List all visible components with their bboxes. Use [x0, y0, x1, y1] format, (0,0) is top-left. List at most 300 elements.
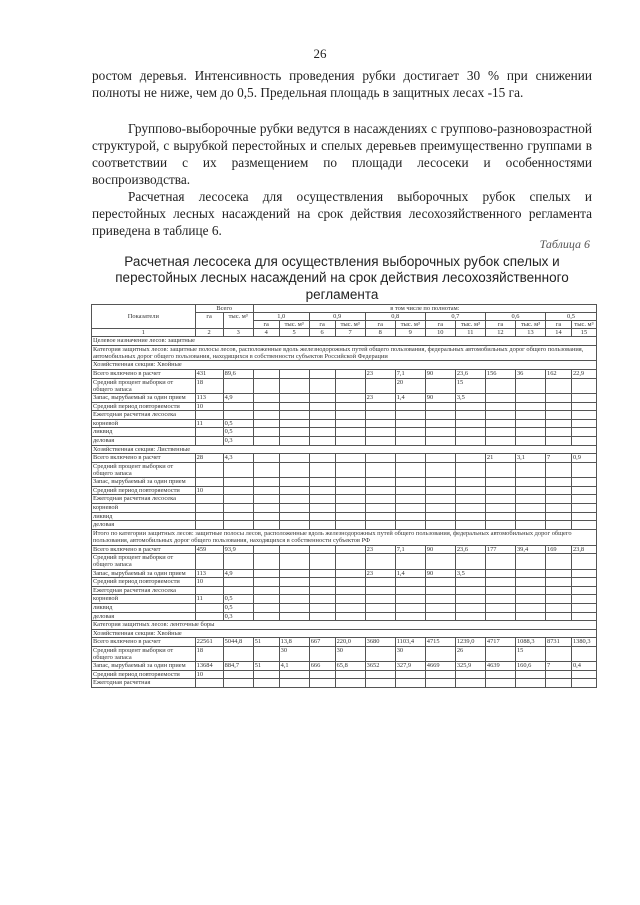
table-cell: [515, 586, 545, 595]
table-cell: [279, 603, 309, 612]
table-cell: 0,3: [223, 436, 253, 445]
table-cell: [279, 436, 309, 445]
table-cell: [309, 436, 335, 445]
table-cell: 431: [195, 370, 223, 379]
table-cell: 10: [195, 486, 223, 495]
row-label: деловая: [92, 436, 196, 445]
table-cell: [335, 612, 365, 621]
table-cell: [425, 478, 455, 487]
table-cell: [365, 462, 395, 477]
table-cell: [395, 603, 425, 612]
table-cell: 90: [425, 394, 455, 403]
table-cell: 28: [195, 454, 223, 463]
table-cell: [546, 378, 572, 393]
table-cell: [223, 503, 253, 512]
table-cell: [425, 486, 455, 495]
section-header: Целевое назначение лесов: защитные: [92, 337, 597, 346]
table-cell: [365, 603, 395, 612]
table-cell: 11: [195, 419, 223, 428]
table-cell: [253, 512, 279, 521]
table-cell: 30: [279, 646, 309, 661]
row-label: Средний процент выборки от общего запаса: [92, 462, 196, 477]
table-cell: [223, 578, 253, 587]
table-cell: [365, 521, 395, 530]
table-cell: [455, 670, 485, 679]
table-cell: [395, 670, 425, 679]
paragraph-1: ростом деревья. Интенсивность проведения рубки достигает 30 % при снижении полноты не ниже, чем до 0,5. Предельная площадь в защитных лесах -15 га.: [92, 68, 592, 100]
table-row: [92, 428, 597, 437]
table-row: [92, 436, 597, 445]
section-header: Категория защитных лесов: защитные полосы лесов, расположенные вдоль железнодорожных путей общего пользования, федеральных автомобильных дорог общего пользования, автомобильных дорог общего пользования, находящихся в собственности субъектов Российской Федерации: [92, 345, 597, 361]
table-cell: [309, 428, 335, 437]
table-cell: [485, 578, 515, 587]
section-header: Хозяйственная секция: Хвойные: [92, 629, 597, 638]
table-cell: [335, 495, 365, 504]
table-cell: [309, 378, 335, 393]
table-cell: 90: [425, 370, 455, 379]
table-cell: 90: [425, 545, 455, 554]
table-cell: [571, 419, 596, 428]
table-cell: 1103,4: [395, 638, 425, 647]
header-total-m3: тыс. м³: [223, 313, 253, 329]
column-number: 10: [425, 329, 455, 337]
table-cell: [515, 462, 545, 477]
table-cell: [195, 462, 223, 477]
table-cell: [515, 394, 545, 403]
table-cell: [335, 411, 365, 420]
table-cell: [546, 578, 572, 587]
table-cell: [223, 486, 253, 495]
table-cell: [335, 402, 365, 411]
table-cell: [253, 436, 279, 445]
table-cell: [253, 478, 279, 487]
page-number: 26: [313, 46, 327, 61]
table-cell: 177: [485, 545, 515, 554]
table-cell: [395, 411, 425, 420]
table-cell: 220,0: [335, 638, 365, 647]
table-cell: [195, 428, 223, 437]
table-cell: [279, 569, 309, 578]
table-cell: [515, 411, 545, 420]
table-cell: 13,8: [279, 638, 309, 647]
table-cell: [395, 495, 425, 504]
table-cell: [335, 586, 365, 595]
table-cell: [223, 554, 253, 569]
table-cell: [395, 521, 425, 530]
table-cell: [571, 503, 596, 512]
table-cell: [455, 595, 485, 604]
section-header: Хозяйственная секция: Лиственные: [92, 445, 597, 454]
table-cell: 15: [515, 646, 545, 661]
table-cell: [365, 378, 395, 393]
table-cell: [455, 503, 485, 512]
table-cell: [309, 569, 335, 578]
table-cell: [253, 411, 279, 420]
table-cell: [455, 512, 485, 521]
table-cell: [515, 595, 545, 604]
table-cell: 10: [195, 578, 223, 587]
table-cell: [515, 402, 545, 411]
table-cell: [395, 595, 425, 604]
table-cell: [515, 428, 545, 437]
table-cell: [279, 521, 309, 530]
table-cell: 30: [335, 646, 365, 661]
table-cell: [485, 603, 515, 612]
table-cell: [253, 545, 279, 554]
table-cell: [309, 419, 335, 428]
table-cell: [571, 603, 596, 612]
table-cell: 10: [195, 402, 223, 411]
table-cell: [223, 495, 253, 504]
table-cell: [195, 586, 223, 595]
table-row: [92, 337, 597, 346]
table-cell: [425, 595, 455, 604]
table-cell: [335, 394, 365, 403]
header-unit-m3: тыс. м³: [279, 321, 309, 329]
table-row: [92, 394, 597, 403]
table-cell: [309, 595, 335, 604]
row-label: Средний процент выборки от общего запаса: [92, 554, 196, 569]
table-cell: [485, 503, 515, 512]
table-cell: [571, 486, 596, 495]
table-cell: [546, 569, 572, 578]
row-label: Всего включено в расчет: [92, 638, 196, 647]
table-cell: [395, 454, 425, 463]
row-label: корневой: [92, 503, 196, 512]
table-cell: [455, 612, 485, 621]
table-cell: [515, 554, 545, 569]
column-number: 1: [92, 329, 196, 337]
header-unit-m3: тыс. м³: [515, 321, 545, 329]
column-number: 12: [485, 329, 515, 337]
table-cell: [515, 419, 545, 428]
table-cell: [485, 411, 515, 420]
table-cell: [223, 646, 253, 661]
table-cell: 169: [546, 545, 572, 554]
table-cell: 7: [546, 454, 572, 463]
table-cell: 30: [395, 646, 425, 661]
table-cell: [395, 478, 425, 487]
table-cell: [571, 646, 596, 661]
row-label: Средний период повторяемости: [92, 486, 196, 495]
table-cell: [425, 603, 455, 612]
table-cell: [253, 402, 279, 411]
table-cell: [455, 402, 485, 411]
table-cell: [571, 495, 596, 504]
row-label: Ежегодная расчетная лесосека: [92, 411, 196, 420]
table-cell: [309, 462, 335, 477]
table-cell: 22,9: [571, 370, 596, 379]
table-cell: 5044,8: [223, 638, 253, 647]
table-cell: [195, 503, 223, 512]
table-cell: [335, 578, 365, 587]
table-cell: [485, 521, 515, 530]
column-number: 6: [309, 329, 335, 337]
table-cell: [485, 402, 515, 411]
row-label: ликвид: [92, 428, 196, 437]
table-cell: 21: [485, 454, 515, 463]
table-cell: [395, 586, 425, 595]
table-cell: [515, 378, 545, 393]
table-cell: 22561: [195, 638, 223, 647]
table-row: [92, 345, 597, 361]
table-cell: [571, 411, 596, 420]
table-row: [92, 545, 597, 554]
table-cell: 65,8: [335, 662, 365, 671]
table-cell: [571, 436, 596, 445]
table-cell: [309, 503, 335, 512]
table-cell: 0,5: [223, 419, 253, 428]
table-cell: [395, 436, 425, 445]
table-row: [92, 402, 597, 411]
table-cell: 4,9: [223, 394, 253, 403]
table-cell: [485, 478, 515, 487]
table-cell: [425, 454, 455, 463]
table-cell: [485, 569, 515, 578]
table-cell: [571, 512, 596, 521]
table-cell: [309, 646, 335, 661]
table-cell: [223, 521, 253, 530]
section-header: Итого по категории защитных лесов: защитные полосы лесов, расположенные вдоль железнодорожных путей общего пользования, федеральных автомобильных дорог общего пользования, автомобильных дорог общего пользования, находящихся в собственности субъектов РФ: [92, 529, 597, 545]
table-cell: [335, 521, 365, 530]
table-cell: [253, 378, 279, 393]
table-cell: 667: [309, 638, 335, 647]
table-cell: [365, 554, 395, 569]
table-cell: 39,4: [515, 545, 545, 554]
table-cell: [425, 419, 455, 428]
header-unit-m3: тыс. м³: [455, 321, 485, 329]
table-cell: [253, 486, 279, 495]
table-row: [92, 529, 597, 545]
table-cell: [335, 462, 365, 477]
table-cell: [425, 586, 455, 595]
table-cell: [335, 595, 365, 604]
table-cell: 90: [425, 569, 455, 578]
table-cell: [485, 428, 515, 437]
table-cell: [546, 603, 572, 612]
table-cell: [335, 486, 365, 495]
table-cell: 1239,0: [455, 638, 485, 647]
table-cell: [395, 428, 425, 437]
table-cell: [365, 679, 395, 688]
table-cell: [485, 612, 515, 621]
table-cell: 4,9: [223, 569, 253, 578]
table-cell: [571, 478, 596, 487]
table-cell: [515, 569, 545, 578]
table-cell: [485, 679, 515, 688]
table-cell: [365, 402, 395, 411]
table-cell: 0,5: [223, 595, 253, 604]
table-cell: [455, 478, 485, 487]
table-cell: 3680: [365, 638, 395, 647]
table-cell: [455, 603, 485, 612]
table-cell: [395, 402, 425, 411]
table-row: [92, 638, 597, 647]
table-cell: 4715: [425, 638, 455, 647]
table-cell: [223, 679, 253, 688]
table-cell: 20: [395, 378, 425, 393]
table-cell: [309, 370, 335, 379]
table-row: [92, 554, 597, 569]
table-cell: [485, 419, 515, 428]
row-label: Средний процент выборки от общего запаса: [92, 646, 196, 661]
table-cell: 1380,3: [571, 638, 596, 647]
table-row: [92, 612, 597, 621]
header-density: 1,0: [253, 313, 309, 321]
table-cell: [546, 670, 572, 679]
row-label: Средний период повторяемости: [92, 402, 196, 411]
table-cell: [309, 603, 335, 612]
table-cell: [425, 378, 455, 393]
table-cell: [309, 486, 335, 495]
table-cell: 23,8: [571, 545, 596, 554]
table-cell: [515, 486, 545, 495]
table-cell: [546, 512, 572, 521]
table-cell: 23,6: [455, 370, 485, 379]
row-label: деловая: [92, 521, 196, 530]
table-cell: [365, 612, 395, 621]
table-cell: [515, 679, 545, 688]
table-cell: [395, 486, 425, 495]
table-cell: [425, 578, 455, 587]
header-unit-ha: га: [309, 321, 335, 329]
table-cell: [253, 419, 279, 428]
table-cell: [279, 578, 309, 587]
table-cell: [195, 554, 223, 569]
table-cell: [455, 419, 485, 428]
table-cell: [571, 554, 596, 569]
table-cell: [335, 370, 365, 379]
table-cell: [195, 478, 223, 487]
table-cell: [515, 521, 545, 530]
table-cell: [279, 394, 309, 403]
table-cell: [395, 679, 425, 688]
table-cell: [455, 454, 485, 463]
table-cell: [335, 503, 365, 512]
table-cell: 8731: [546, 638, 572, 647]
table-cell: [365, 578, 395, 587]
table-cell: 23: [365, 394, 395, 403]
table-cell: [546, 462, 572, 477]
table-cell: [279, 679, 309, 688]
table-cell: [279, 495, 309, 504]
header-unit-ha: га: [485, 321, 515, 329]
table-cell: [425, 554, 455, 569]
table-cell: [279, 554, 309, 569]
table-cell: [335, 670, 365, 679]
row-label: Всего включено в расчет: [92, 370, 196, 379]
table-cell: [335, 436, 365, 445]
table-cell: 23,6: [455, 545, 485, 554]
header-unit-ha: га: [365, 321, 395, 329]
table-cell: [195, 512, 223, 521]
table-cell: [546, 595, 572, 604]
table-row: [92, 603, 597, 612]
table-cell: [571, 521, 596, 530]
table-cell: 113: [195, 569, 223, 578]
table-cell: 459: [195, 545, 223, 554]
table-row: [92, 411, 597, 420]
table-cell: [279, 612, 309, 621]
table-cell: [515, 578, 545, 587]
table-cell: [195, 603, 223, 612]
table-cell: [279, 595, 309, 604]
header-density: 0,8: [365, 313, 425, 321]
table-cell: [455, 411, 485, 420]
table-cell: 3,5: [455, 569, 485, 578]
table-cell: [365, 503, 395, 512]
table-cell: [365, 454, 395, 463]
table-cell: [485, 495, 515, 504]
table-cell: [253, 586, 279, 595]
table-cell: [279, 486, 309, 495]
table-cell: [485, 394, 515, 403]
table-cell: 327,9: [395, 662, 425, 671]
table-cell: [546, 646, 572, 661]
row-label: корневой: [92, 419, 196, 428]
table-cell: 160,6: [515, 662, 545, 671]
table-cell: 4639: [485, 662, 515, 671]
table-cell: [365, 428, 395, 437]
table-cell: 10: [195, 670, 223, 679]
table-cell: [253, 495, 279, 504]
table-cell: [485, 586, 515, 595]
section-header: Категория защитных лесов: ленточные боры: [92, 621, 597, 630]
table-cell: [279, 462, 309, 477]
table-row: [92, 503, 597, 512]
row-label: Запас, вырубаемый за один прием: [92, 569, 196, 578]
table-cell: 4669: [425, 662, 455, 671]
table-cell: [515, 503, 545, 512]
table-cell: 325,9: [455, 662, 485, 671]
header-unit-ha: га: [253, 321, 279, 329]
table-cell: [365, 486, 395, 495]
table-cell: 51: [253, 662, 279, 671]
table-cell: 666: [309, 662, 335, 671]
table-cell: 51: [253, 638, 279, 647]
table-cell: [546, 554, 572, 569]
table-cell: [195, 495, 223, 504]
table-cell: [455, 679, 485, 688]
table-row: [92, 569, 597, 578]
table-cell: [425, 503, 455, 512]
table-cell: [309, 586, 335, 595]
table-row: [92, 646, 597, 661]
table-cell: [335, 378, 365, 393]
table-cell: [335, 512, 365, 521]
table-cell: [279, 378, 309, 393]
table-row: [92, 378, 597, 393]
table-cell: [395, 554, 425, 569]
table-cell: [395, 512, 425, 521]
table-row: [92, 662, 597, 671]
table-cell: [425, 646, 455, 661]
column-number: 4: [253, 329, 279, 337]
table-row: [92, 586, 597, 595]
table-cell: [515, 670, 545, 679]
row-label: Всего включено в расчет: [92, 545, 196, 554]
table-cell: [335, 454, 365, 463]
table-cell: [279, 428, 309, 437]
row-label: Ежегодная расчетная лесосека: [92, 586, 196, 595]
table-cell: [546, 495, 572, 504]
table-cell: [309, 402, 335, 411]
table-cell: [455, 495, 485, 504]
table-cell: [571, 428, 596, 437]
table-cell: [309, 578, 335, 587]
table-cell: [546, 521, 572, 530]
table-cell: 3,5: [455, 394, 485, 403]
